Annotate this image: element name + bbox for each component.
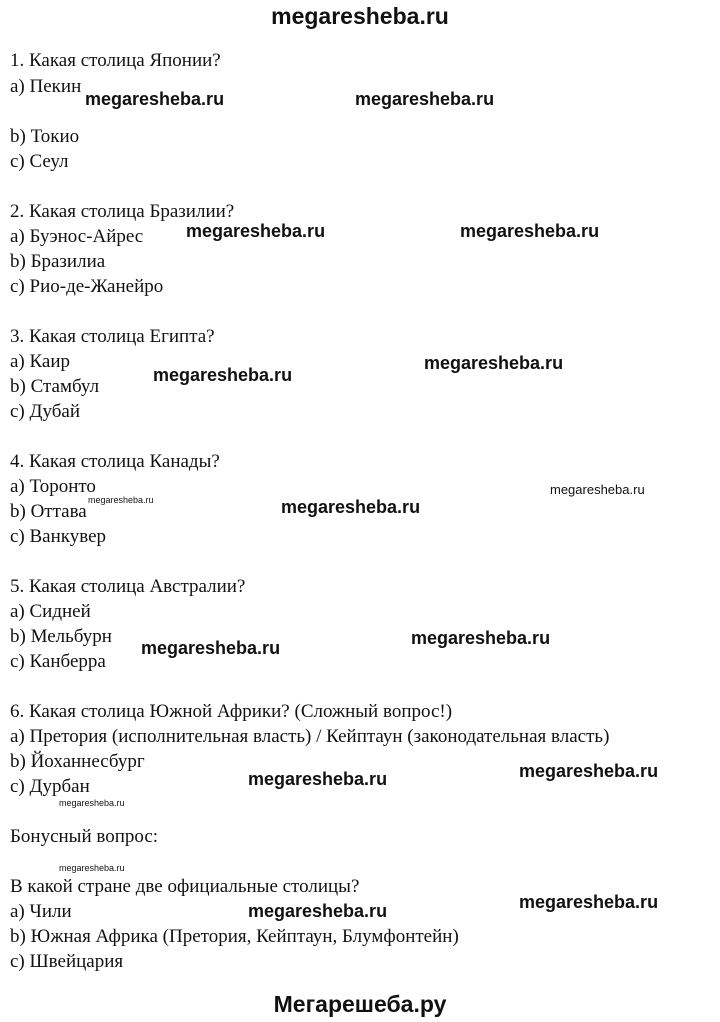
watermark: megaresheba.ru — [519, 761, 659, 781]
site-footer: Мегарешеба.ру — [273, 991, 447, 1017]
answer-3c: c) Дубай — [10, 401, 80, 422]
question-1: 1. Какая столица Японии? — [10, 50, 221, 71]
watermark: megaresheba.ru — [550, 482, 645, 497]
answer-5b: b) Мельбурн — [10, 626, 112, 647]
answer-5a: a) Сидней — [10, 601, 91, 622]
watermark: megaresheba.ru — [411, 628, 551, 648]
answer-4b: b) Оттава — [10, 501, 87, 522]
watermark: megaresheba.ru — [519, 892, 659, 912]
bonus-heading: Бонусный вопрос: — [10, 826, 159, 847]
watermark: megaresheba.ru — [59, 863, 125, 873]
answer-1a: a) Пекин — [10, 76, 82, 97]
answer-6b: b) Йоханнесбург — [10, 751, 145, 772]
watermark: megaresheba.ru — [460, 221, 600, 241]
bonus-question: В какой стране две официальные столицы? — [10, 876, 360, 897]
watermark: megaresheba.ru — [88, 495, 154, 505]
question-5: 5. Какая столица Австралии? — [10, 576, 246, 597]
watermark: megaresheba.ru — [248, 901, 388, 921]
answer-3a: a) Каир — [10, 351, 71, 372]
answer-6a: a) Претория (исполнительная власть) / Кейптаун (законодательная власть) — [10, 726, 610, 747]
answer-2b: b) Бразилиа — [10, 251, 106, 272]
question-4: 4. Какая столица Канады? — [10, 451, 220, 472]
answer-1b: b) Токио — [10, 126, 80, 147]
answer-3b: b) Стамбул — [10, 376, 100, 397]
watermark: megaresheba.ru — [153, 365, 293, 385]
watermark: megaresheba.ru — [355, 89, 495, 109]
watermark: megaresheba.ru — [59, 798, 125, 808]
watermark: megaresheba.ru — [85, 89, 225, 109]
bonus-answer-a: a) Чили — [10, 901, 72, 922]
answer-1c: c) Сеул — [10, 151, 69, 172]
watermark: megaresheba.ru — [424, 353, 564, 373]
watermark: megaresheba.ru — [186, 221, 326, 241]
answer-4c: c) Ванкувер — [10, 526, 107, 547]
question-3: 3. Какая столица Египта? — [10, 326, 215, 347]
site-header: megaresheba.ru — [271, 3, 449, 29]
watermark: megaresheba.ru — [141, 638, 281, 658]
bonus-answer-c: c) Швейцария — [10, 951, 124, 972]
answer-4a: a) Торонто — [10, 476, 96, 497]
question-2: 2. Какая столица Бразилии? — [10, 201, 235, 222]
answer-2c: c) Рио-де-Жанейро — [10, 276, 164, 297]
watermark: megaresheba.ru — [248, 769, 388, 789]
bonus-answer-b: b) Южная Африка (Претория, Кейптаун, Блумфонтейн) — [10, 926, 459, 947]
answer-5c: c) Канберра — [10, 651, 106, 672]
answer-2a: a) Буэнос-Айрес — [10, 226, 144, 247]
question-6: 6. Какая столица Южной Африки? (Сложный вопрос!) — [10, 701, 453, 722]
watermark: megaresheba.ru — [281, 497, 421, 517]
answer-6c: c) Дурбан — [10, 776, 90, 797]
